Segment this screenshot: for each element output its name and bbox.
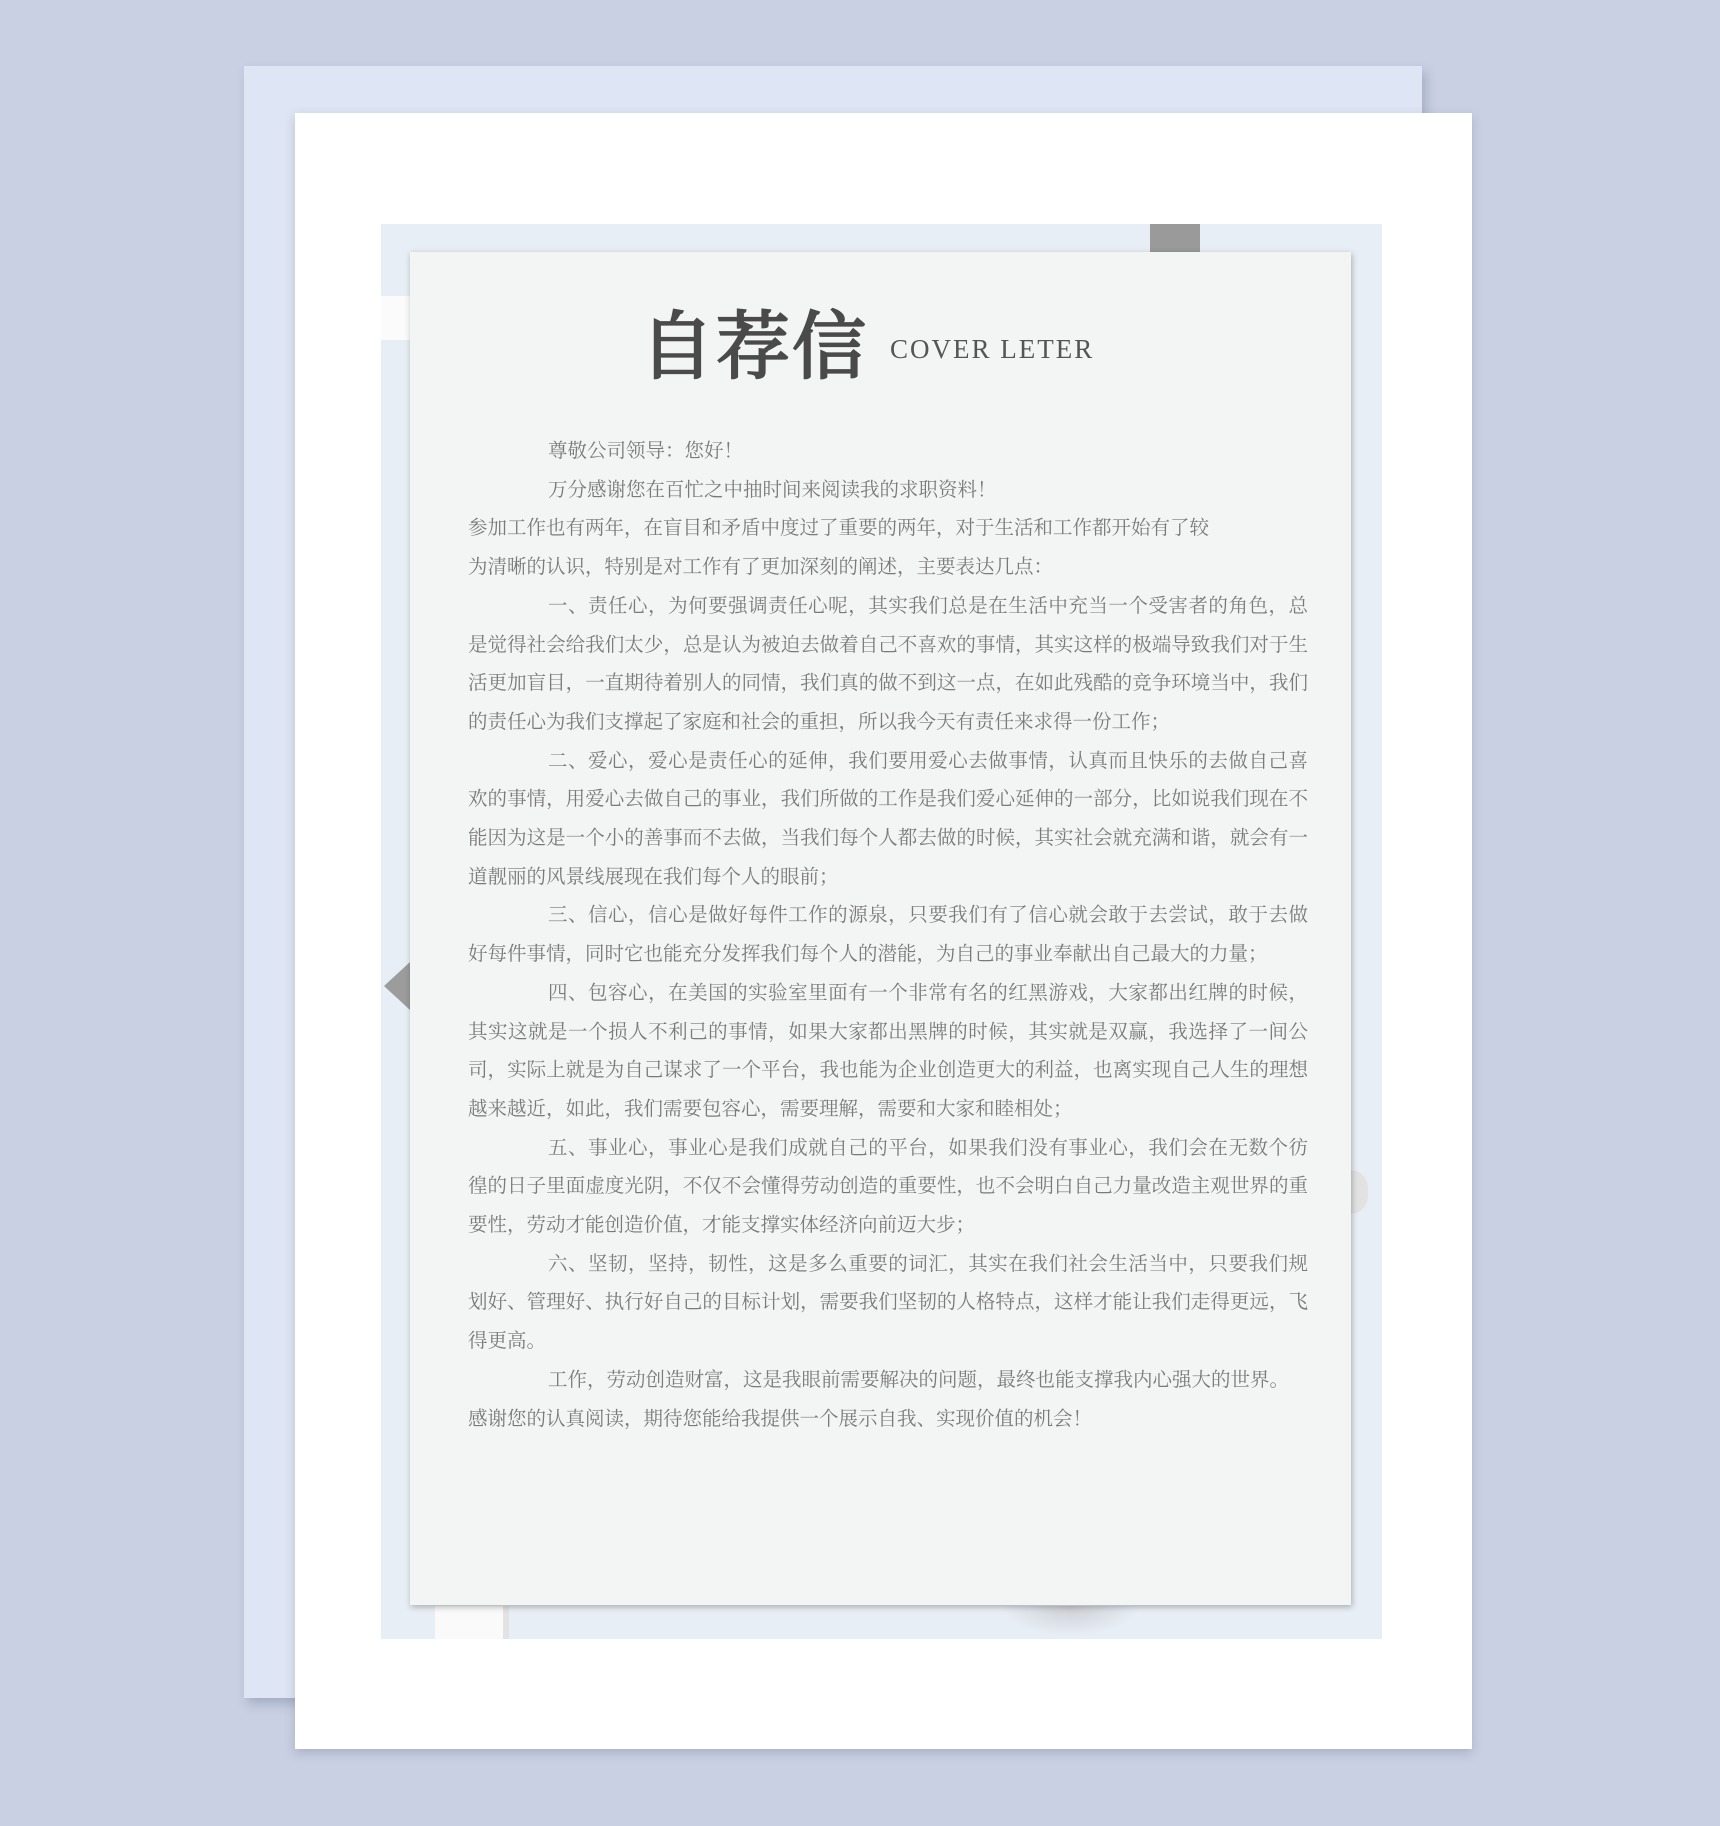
letter-paper xyxy=(410,252,1351,1605)
closing-thanks: 感谢您的认真阅读，期待您能给我提供一个展示自我、实现价值的机会！ xyxy=(468,1406,1093,1430)
intro-paragraph: 参加工作也有两年，在盲目和矛盾中度过了重要的两年，对于生活和工作都开始有了较 为清晰的认识，特别是对工作有了更加深刻的阐述，主要表达几点： xyxy=(468,516,1210,579)
closing-paragraph: 工作，劳动创造财富，这是我眼前需要解决的问题，最终也能支撑我内心强大的世界。 xyxy=(548,1367,1290,1391)
point-tenacity: 六、坚韧，坚持，韧性，这是多么重要的词汇，其实在我们社会生活当中，只要我们规划好、管理好、执行好自己的目标计划，需要我们坚韧的人格特点，这样才能让我们走得更远，飞得更高。 xyxy=(468,1251,1308,1353)
decorative-tab xyxy=(1150,224,1200,252)
point-responsibility: 一、责任心，为何要强调责任心呢，其实我们总是在生活中充当一个受害者的角色，总是觉得社会给我们太少，总是认为被迫去做着自己不喜欢的事情，其实这样的极端导致我们对于生活更加盲目，一直期待着别人的同情，我们真的做不到这一点，在如此残酷的竞争环境当中，我们的责任心为我们支撑起了家庭和社会的重担，所以我今天有责任来求得一份工作； xyxy=(468,593,1308,733)
page-subtitle: COVER LETER xyxy=(890,334,1095,364)
title-row xyxy=(640,302,1240,392)
page-title: 自荐信 xyxy=(640,304,868,390)
decorative-arrow xyxy=(384,962,410,1010)
point-confidence: 三、信心，信心是做好每件工作的源泉，只要我们有了信心就会敢于去尝试，敢于去做好每件事情，同时它也能充分发挥我们每个人的潜能，为自己的事业奉献出自己最大的力量； xyxy=(468,903,1308,966)
thanks-line: 万分感谢您在百忙之中抽时间来阅读我的求职资料！ xyxy=(548,477,997,501)
greeting: 尊敬公司领导：您好！ xyxy=(548,439,744,462)
decorative-bottom-strip xyxy=(435,1606,509,1639)
decorative-strip xyxy=(381,296,411,340)
point-tolerance: 四、包容心，在美国的实验室里面有一个非常有名的红黑游戏，大家都出红牌的时候，其实这就是一个损人不利己的事情，如果大家都出黑牌的时候，其实就是双赢，我选择了一间公司，实际上就是为自己谋求了一个平台，我也能为企业创造更大的利益，也离实现自己人生的理想越来越近，如此，我们需要包容心，需要理解，需要和大家和睦相处； xyxy=(468,980,1308,1120)
letter-body xyxy=(468,432,1308,1438)
point-love: 二、爱心，爱心是责任心的延伸，我们要用爱心去做事情，认真而且快乐的去做自己喜欢的事情，用爱心去做自己的事业，我们所做的工作是我们爱心延伸的一部分，比如说我们现在不能因为这是一个小的善事而不去做，当我们每个人都去做的时候，其实社会就充满和谐，就会有一道靓丽的风景线展现在我们每个人的眼前； xyxy=(468,748,1308,888)
decorative-shadow xyxy=(1000,1606,1140,1636)
point-career: 五、事业心，事业心是我们成就自己的平台，如果我们没有事业心，我们会在无数个彷徨的日子里面虚度光阴，不仅不会懂得劳动创造的重要性，也不会明白自己力量改造主观世界的重要性，劳动才能创造价值，才能支撑实体经济向前迈大步； xyxy=(468,1135,1308,1237)
